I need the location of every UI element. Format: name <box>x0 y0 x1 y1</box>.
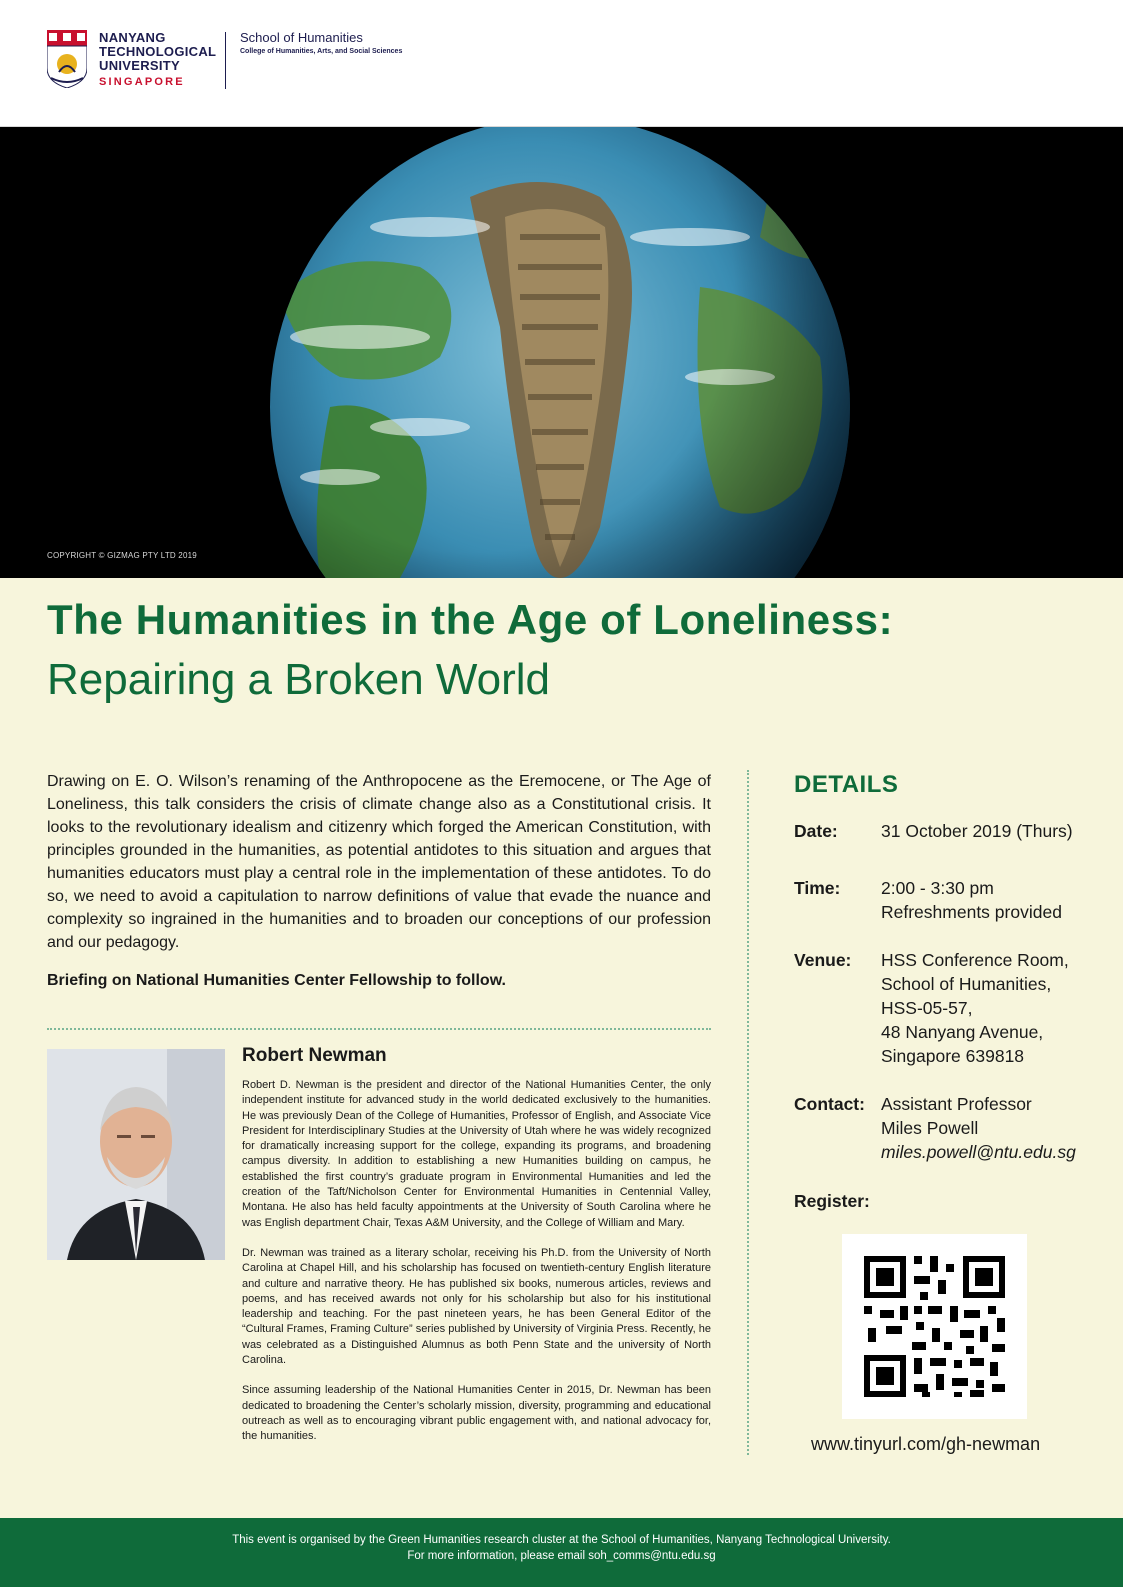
date-value: 31 October 2019 (Thurs) <box>881 821 1073 841</box>
speaker-bio <box>242 1078 711 1460</box>
university-name: NANYANG TECHNOLOGICAL UNIVERSITY <box>99 30 217 73</box>
time-range: 2:00 - 3:30 pm <box>881 878 994 898</box>
footer-contact-note: For more information, please email soh_comms@ntu.edu.sg <box>407 1550 716 1562</box>
details-heading: DETAILS <box>794 771 899 798</box>
college-name: College of Humanities, Arts, and Social Sciences <box>240 48 403 55</box>
ntu-crest-logo <box>47 30 87 88</box>
header-divider <box>225 32 226 89</box>
time-value <box>881 876 1111 924</box>
venue-line: 48 Nanyang Avenue, <box>881 1022 1044 1042</box>
time-label: Time: <box>794 878 841 898</box>
registration-qr-code[interactable] <box>842 1234 1027 1419</box>
venue-line: Singapore 639818 <box>881 1046 1025 1066</box>
footer-organiser-note: This event is organised by the Green Humanities research cluster at the School of Humanities, Nanyang Technological University. <box>232 1534 891 1546</box>
refreshments-note: Refreshments provided <box>881 902 1062 922</box>
event-subtitle: Repairing a Broken World <box>47 655 550 704</box>
event-title: The Humanities in the Age of Loneliness: <box>47 596 894 643</box>
image-copyright: COPYRIGHT © GIZMAG PTY LTD 2019 <box>47 551 197 560</box>
school-name: School of Humanities <box>240 30 363 45</box>
event-abstract: Drawing on E. O. Wilson’s renaming of the Anthropocene as the Eremocene, or The Age of Loneliness, this talk considers the crisis of climate change also as a Constitutional crisis. It looks to the revolutionary idealism and citizenry which forged the American Constitution, with principles grounded in the humanities, as potential antidotes to this situation and argues that humanities educators must play a central role in the implementation of these antidotes. To do so, we need to avoid a capitulation to narrow definitions of value that evade the nuance and complexity so ingrained in the humanities and to broaden our conceptions of our profession and our pedagogy. <box>47 773 711 951</box>
venue-value <box>881 948 1111 1068</box>
speaker-portrait-illustration <box>47 1049 225 1260</box>
briefing-note: Briefing on National Humanities Center Fellowship to follow. <box>47 972 506 989</box>
contact-email-link[interactable]: miles.powell@ntu.edu.sg <box>881 1142 1076 1162</box>
registration-url-link[interactable]: www.tinyurl.com/gh-newman <box>811 1434 1041 1454</box>
section-divider <box>47 1028 711 1030</box>
venue-line: HSS Conference Room, <box>881 950 1069 970</box>
date-label: Date: <box>794 821 838 841</box>
register-label: Register: <box>794 1191 870 1211</box>
earth-footprint-illustration <box>0 127 1123 578</box>
venue-label: Venue: <box>794 950 852 970</box>
banner-image <box>0 127 1123 578</box>
venue-line: School of Humanities, <box>881 974 1052 994</box>
university-country: SINGAPORE <box>99 76 185 88</box>
column-divider <box>747 770 749 1455</box>
speaker-photo <box>47 1049 225 1260</box>
venue-line: HSS-05-57, <box>881 998 973 1018</box>
contact-value <box>881 1092 1111 1164</box>
contact-label: Contact: <box>794 1094 865 1114</box>
bio-paragraph: Since assuming leadership of the National Humanities Center in 2015, Dr. Newman has been dedicated to broadening the Center’s scholarly mission, diversity, programming and educational outreach as well as to encouraging vibrant public engagement with, and national advocacy for, the humanities. <box>242 1384 711 1443</box>
contact-line: Assistant Professor <box>881 1094 1032 1114</box>
page-header <box>0 0 1123 127</box>
speaker-name: Robert Newman <box>242 1045 387 1066</box>
bio-paragraph: Dr. Newman was trained as a literary scholar, receiving his Ph.D. from the University of North Carolina at Chapel Hill, and his scholarship has focused on twentieth-century English literature and culture and narrative theory. He has published six books, numerous articles, reviews and poems, and has received awards not only for his scholarship but also for his institutional leadership and teaching. For the past nineteen years, he has been General Editor of the “Cultural Frames, Framing Culture” series published by University of Virginia Press. Recently, he was celebrated as a Distinguished Alumnus as both Penn State and the university of North Carolina. <box>242 1246 711 1367</box>
qr-code-icon <box>842 1234 1027 1419</box>
bio-paragraph: Robert D. Newman is the president and director of the National Humanities Center, the only independent institute for advanced study in the world dedicated exclusively to the humanities. He was previously Dean of the College of Humanities, Professor of English, and Associate Vice President for Interdisciplinary Studies at the University of Utah where he was widely recognized for dramatically increasing support for the college, expanding its programs, and broadening campus diversity. In addition to establishing a new Humanities building on campus, he established the first country’s graduate program in Environmental Humanities and led the creation of the Taft/Nicholson Center for Environmental Humanities in Centennial Valley, Montana. He also has held faculty appointments at the University of South Carolina where he was English department Chair, Texas A&M University, and the College of William and Mary. <box>242 1079 711 1229</box>
contact-line: Miles Powell <box>881 1118 979 1138</box>
page-footer <box>0 1518 1123 1587</box>
